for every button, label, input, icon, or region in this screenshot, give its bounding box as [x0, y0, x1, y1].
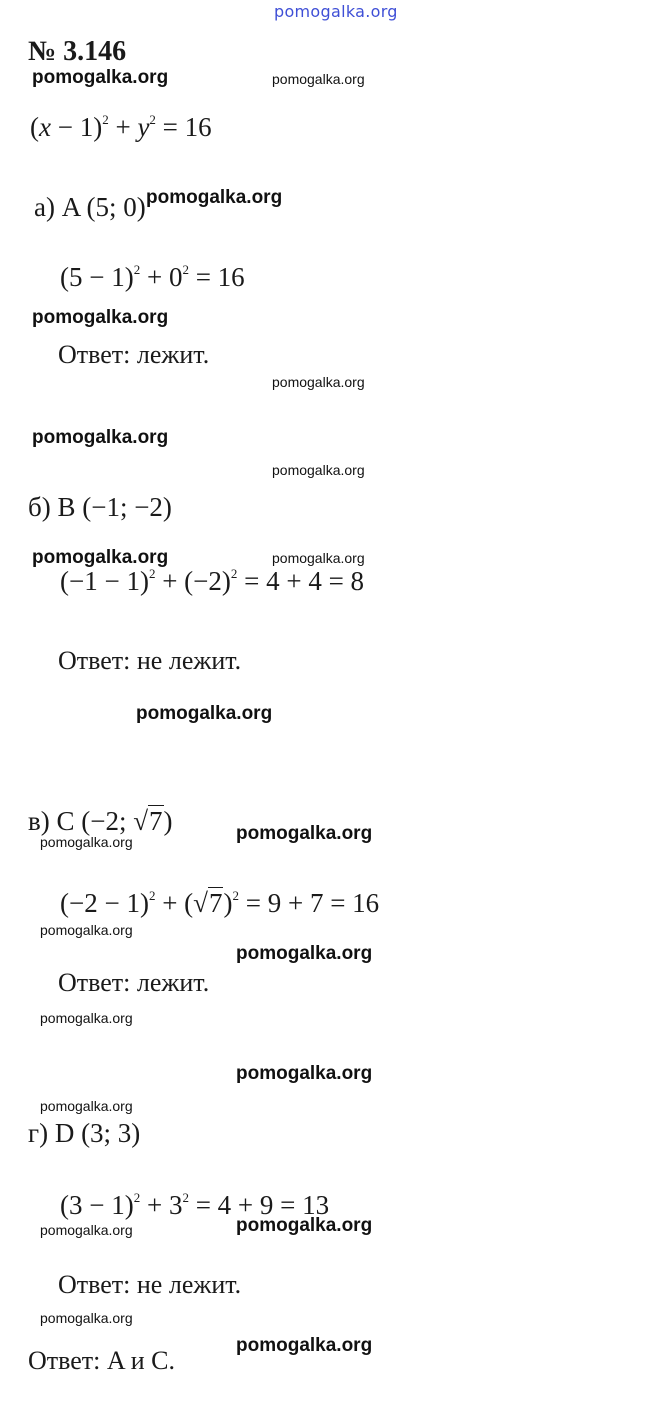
watermark: pomogalka.org: [236, 943, 373, 964]
part-c-answer: Ответ: лежит.: [58, 968, 210, 997]
part-d-calc: $(3 - 1)^2 + 3^2 = 4 + 9 = 13$: [60, 1190, 330, 1220]
watermark: pomogalka.org: [32, 67, 169, 88]
watermark: pomogalka.org: [32, 307, 169, 328]
watermark: pomogalka.org: [236, 823, 373, 844]
watermark: pomogalka.org: [32, 547, 169, 568]
watermark: pomogalka.org: [236, 1335, 373, 1356]
watermark: pomogalka.org: [40, 834, 133, 850]
watermark: pomogalka.org: [272, 550, 365, 566]
watermark: pomogalka.org: [236, 1063, 373, 1084]
part-c-calc: $(-2 - 1)^2 + (√7)^2 = 9 + 7 = 16$: [60, 888, 380, 918]
part-b-answer: Ответ: не лежит.: [58, 646, 242, 675]
final-answer: Ответ: A и C.: [28, 1346, 175, 1375]
watermark: pomogalka.org: [40, 1098, 133, 1114]
watermark: pomogalka.org: [40, 922, 133, 938]
watermark: pomogalka.org: [272, 462, 365, 478]
sqrt-symbol: √7: [133, 806, 163, 836]
part-d-answer: Ответ: не лежит.: [58, 1270, 242, 1299]
part-a-label: а) A (5; 0): [34, 192, 146, 222]
problem-number: № 3.146: [28, 36, 127, 67]
watermark: pomogalka.org: [272, 374, 365, 390]
watermark: pomogalka.org: [40, 1010, 133, 1026]
site-link[interactable]: pomogalka.org: [274, 2, 398, 21]
watermark: pomogalka.org: [236, 1215, 373, 1236]
sqrt-symbol: √7: [193, 888, 223, 918]
watermark: pomogalka.org: [32, 427, 169, 448]
watermark: pomogalka.org: [272, 71, 365, 87]
part-d-label: г) D (3; 3): [28, 1118, 141, 1148]
part-a-answer: Ответ: лежит.: [58, 340, 210, 369]
watermark: pomogalka.org: [40, 1310, 133, 1326]
part-b-label: б) B (−1; −2): [28, 492, 172, 522]
circle-equation: $(x - 1)^2 + y^2 = 16$: [30, 112, 212, 142]
watermark: pomogalka.org: [136, 703, 273, 724]
watermark: pomogalka.org: [40, 1222, 133, 1238]
part-a-calc: $(5 - 1)^2 + 0^2 = 16$: [60, 262, 245, 292]
watermark: pomogalka.org: [146, 187, 283, 208]
part-c-label: в) C (−2; √7): [28, 806, 173, 836]
part-b-calc: $(-1 - 1)^2 + (-2)^2 = 4 + 4 = 8$: [60, 566, 365, 596]
